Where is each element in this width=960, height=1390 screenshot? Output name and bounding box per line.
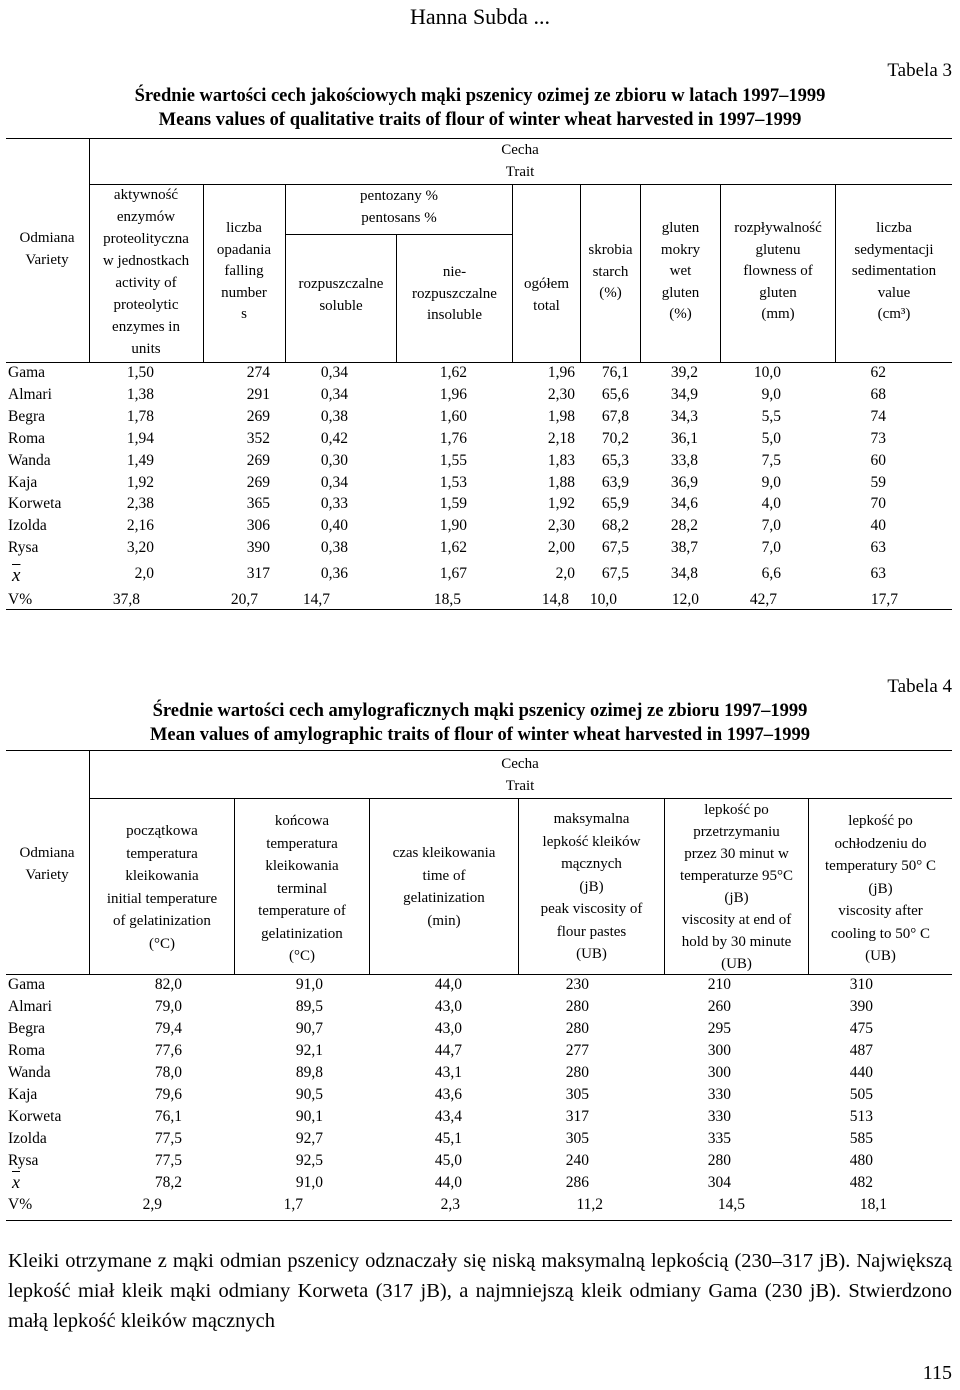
table3-cell: 1,59 bbox=[439, 495, 467, 513]
head-text: gluten bbox=[759, 284, 797, 301]
table4-head-trait bbox=[490, 754, 550, 797]
table3-title-pl: Średnie wartości cech jakościowych mąki pszenicy ozimej ze zbioru w latach 1997–1999 bbox=[134, 86, 826, 106]
table3-cell: 7,0 bbox=[761, 517, 781, 535]
table3-cell: 9,0 bbox=[761, 473, 781, 491]
table3-cell: 0,34 bbox=[320, 385, 348, 403]
head-text: time of bbox=[422, 867, 466, 884]
table4-cell: 43,0 bbox=[434, 998, 462, 1015]
table3-row-variety: Kaja bbox=[8, 473, 38, 491]
table4-cell: 43,1 bbox=[434, 1064, 462, 1081]
table4-head-time bbox=[370, 842, 518, 932]
table3-cv-cell: 14,7 bbox=[302, 591, 330, 609]
table4-cell: 79,6 bbox=[154, 1086, 182, 1103]
table3-title-en: Means values of qualitative traits of flour of winter wheat harvested in 1997–1999 bbox=[158, 110, 802, 130]
head-text: Variety bbox=[25, 251, 69, 268]
table4-cell: 505 bbox=[849, 1086, 873, 1103]
table4-title-en: Mean values of amylographic traits of flour of winter wheat harvested in 1997–1999 bbox=[149, 725, 811, 745]
table3-cell: 274 bbox=[246, 364, 270, 381]
table3-mean-cell: 34,8 bbox=[670, 565, 698, 583]
table4-cell: 475 bbox=[849, 1020, 873, 1037]
head-text: sedymentacji bbox=[854, 241, 934, 258]
head-text: kleikowania bbox=[125, 868, 199, 884]
table4-cell: 295 bbox=[707, 1020, 731, 1037]
table3-cell: 7,0 bbox=[761, 539, 781, 557]
table3-cell: 65,9 bbox=[601, 495, 629, 513]
table4-cell: 77,5 bbox=[154, 1130, 182, 1147]
table4-cell: 77,6 bbox=[154, 1042, 182, 1059]
table4-cell: 90,7 bbox=[295, 1020, 323, 1037]
head-text: sedimentation bbox=[851, 263, 937, 279]
table3-cell: 0,38 bbox=[320, 539, 348, 557]
table3-cell: 2,18 bbox=[547, 429, 575, 447]
table3-row-variety: Begra bbox=[8, 407, 46, 425]
table3-cell: 2,00 bbox=[547, 539, 575, 557]
head-text: temperatura bbox=[126, 845, 198, 862]
head-text: lepkość po bbox=[848, 813, 913, 829]
table4-head-cool bbox=[809, 810, 952, 968]
table3-cell: 59 bbox=[870, 473, 886, 491]
table4-cell: 44,7 bbox=[434, 1042, 462, 1059]
head-text: (jB) bbox=[868, 880, 893, 897]
table3-cell: 1,98 bbox=[547, 407, 575, 425]
head-text: temperatury 50° C bbox=[825, 858, 936, 874]
table3-cell: 269 bbox=[246, 407, 270, 425]
table3-cell: 1,38 bbox=[126, 385, 154, 403]
table3-cell: 1,49 bbox=[126, 451, 154, 469]
table3-cell: 390 bbox=[246, 539, 270, 557]
head-text: (%) bbox=[669, 306, 692, 322]
table4-mean-cell: 286 bbox=[565, 1174, 589, 1191]
table4-cell: 300 bbox=[707, 1064, 731, 1081]
head-text: nie- bbox=[442, 264, 467, 280]
table3-cell: 1,96 bbox=[547, 364, 575, 381]
table4-cell: 43,6 bbox=[434, 1086, 462, 1103]
table4-cell: 330 bbox=[707, 1108, 731, 1125]
head-text: gluten bbox=[661, 220, 700, 236]
head-text: peak viscosity of bbox=[540, 901, 643, 917]
table3-cell: 60 bbox=[870, 451, 886, 469]
table3-row-variety: Wanda bbox=[8, 451, 51, 469]
head-text: enzymów bbox=[116, 209, 176, 225]
table4-cell: 310 bbox=[849, 976, 873, 993]
head-text: Variety bbox=[25, 867, 69, 883]
table4-cv-cell: 14,5 bbox=[717, 1196, 745, 1213]
head-text: total bbox=[533, 297, 560, 314]
table4-cv-cell: 11,2 bbox=[576, 1196, 603, 1213]
table3-cell: 0,34 bbox=[320, 473, 348, 491]
table3-cell: 3,20 bbox=[126, 539, 154, 557]
table3-cell: 0,38 bbox=[320, 407, 348, 425]
table3-cell: 73 bbox=[870, 429, 886, 447]
head-text: Cecha bbox=[501, 142, 539, 158]
table3-cell: 1,92 bbox=[547, 495, 575, 513]
table3-cell: 291 bbox=[246, 385, 270, 403]
head-text: (cm³) bbox=[877, 306, 911, 322]
head-text: ogółem bbox=[524, 276, 569, 292]
table4-mean-cell: 44,0 bbox=[434, 1174, 462, 1191]
table4-cell: 92,1 bbox=[295, 1042, 323, 1059]
table4-cell: 280 bbox=[565, 1064, 589, 1081]
table3-cell: 0,33 bbox=[320, 495, 348, 513]
table3-cell: 28,2 bbox=[670, 517, 698, 535]
table4-cell: 300 bbox=[707, 1042, 731, 1059]
head-text: value bbox=[877, 284, 911, 301]
table3-cell: 36,1 bbox=[670, 429, 698, 447]
table3-cell: 1,94 bbox=[126, 429, 154, 447]
head-text: (jB) bbox=[579, 878, 604, 895]
table3-cell: 36,9 bbox=[670, 473, 698, 491]
table4-cell: 210 bbox=[707, 976, 731, 993]
table4-mean-cell: 304 bbox=[707, 1174, 731, 1191]
table3-cell: 1,62 bbox=[439, 539, 467, 557]
table4-cv-cell: 18,1 bbox=[859, 1196, 887, 1213]
head-text: gelatinization bbox=[261, 925, 343, 942]
table4-cell: 45,0 bbox=[434, 1152, 462, 1169]
head-text: końcowa bbox=[274, 813, 330, 829]
table4-cell: 43,4 bbox=[434, 1108, 462, 1125]
head-text: wet bbox=[669, 263, 692, 279]
table4-cell: 79,0 bbox=[154, 998, 182, 1015]
table3-cell: 63,9 bbox=[601, 473, 629, 491]
table3-cell: 1,92 bbox=[126, 473, 154, 491]
head-text: czas kleikowania bbox=[392, 845, 496, 861]
table4-cell: 240 bbox=[565, 1152, 589, 1169]
head-text: activity of bbox=[115, 275, 177, 291]
table3-mean-cell: 67,5 bbox=[601, 565, 629, 583]
table3-mean-label: $\overline{x}$ bbox=[12, 565, 21, 587]
table3-cv-cell: 42,7 bbox=[749, 591, 777, 609]
table3-cell: 4,0 bbox=[761, 495, 781, 513]
table3-mean-cell: 63 bbox=[870, 565, 886, 583]
table3-cell: 269 bbox=[246, 473, 270, 491]
table4-row-variety: Begra bbox=[8, 1020, 46, 1037]
head-text: Cecha bbox=[501, 756, 539, 772]
table3-row-variety: Almari bbox=[8, 385, 52, 403]
table3-cell: 1,83 bbox=[547, 451, 575, 469]
table3-cell: 34,3 bbox=[670, 407, 698, 425]
table4-mean-cell: 91,0 bbox=[295, 1174, 323, 1191]
head-text: aktywność bbox=[113, 187, 179, 203]
head-text: lepkość kleików bbox=[542, 833, 641, 850]
head-text: pentozany % bbox=[360, 188, 438, 204]
table4-cell: 77,5 bbox=[154, 1152, 182, 1169]
table3-cell: 7,5 bbox=[761, 451, 781, 469]
table3-row-variety: Korweta bbox=[8, 495, 62, 513]
table4-cell: 330 bbox=[707, 1086, 731, 1103]
table3-cell: 68 bbox=[870, 385, 886, 403]
table4-cell: 91,0 bbox=[295, 976, 323, 993]
table4-cell: 277 bbox=[565, 1042, 589, 1059]
page-header: Hanna Subda ... bbox=[410, 4, 550, 29]
head-text: (%) bbox=[599, 285, 622, 301]
table3-cell: 1,78 bbox=[126, 407, 154, 425]
table3-cell: 9,0 bbox=[761, 385, 781, 403]
table3-cv-label: V% bbox=[8, 591, 33, 609]
head-text: przez 30 minut w bbox=[684, 846, 789, 862]
table3-cell: 5,5 bbox=[761, 407, 781, 425]
head-text: enzymes in bbox=[112, 319, 180, 335]
head-text: s bbox=[241, 306, 247, 322]
table4-rule-header-bottom bbox=[6, 974, 952, 975]
head-text: hold by 30 minute bbox=[681, 934, 792, 950]
table3-cell: 67,5 bbox=[601, 539, 629, 557]
table4-cv-cell: 2,9 bbox=[142, 1196, 162, 1213]
head-text: temperatura bbox=[266, 835, 338, 852]
table4-head-initial bbox=[90, 820, 234, 955]
head-text: (°C) bbox=[149, 935, 175, 952]
head-text: (UB) bbox=[865, 948, 896, 964]
table4-cell: 585 bbox=[849, 1130, 873, 1147]
head-text: falling bbox=[224, 263, 264, 279]
table4-cell: 305 bbox=[565, 1086, 589, 1103]
head-text: temperaturze 95°C bbox=[679, 868, 794, 884]
table4-head-hold bbox=[665, 799, 808, 975]
table4-rule-top bbox=[6, 750, 952, 751]
table3-mean-cell: 0,36 bbox=[320, 565, 348, 583]
table4-mean-label: $\overline{x}$ bbox=[12, 1172, 20, 1192]
table3-cell: 62 bbox=[870, 364, 886, 381]
table4-rule-bottom bbox=[6, 1220, 952, 1221]
head-text: Trait bbox=[505, 777, 535, 794]
head-text: mokry bbox=[660, 241, 701, 258]
head-text: kleikowania bbox=[265, 858, 339, 874]
table4-cell: 90,1 bbox=[295, 1108, 323, 1125]
table3-cell: 1,55 bbox=[439, 451, 467, 469]
head-text: insoluble bbox=[427, 307, 482, 323]
table3-cell: 352 bbox=[246, 429, 270, 447]
head-text: liczba bbox=[226, 220, 262, 236]
head-text: (UB) bbox=[576, 946, 607, 962]
table4-cell: 487 bbox=[849, 1042, 873, 1059]
table4-cell: 89,5 bbox=[295, 998, 323, 1015]
head-text: (min) bbox=[427, 912, 461, 929]
body-paragraph bbox=[8, 1246, 952, 1336]
head-text: terminal bbox=[277, 880, 327, 897]
table3-row-variety: Roma bbox=[8, 429, 46, 447]
head-text: przetrzymaniu bbox=[693, 824, 780, 840]
table3-cell: 65,6 bbox=[601, 385, 629, 403]
table3-cell: 306 bbox=[246, 517, 270, 535]
table3-cell: 0,30 bbox=[320, 451, 348, 469]
table3-cell: 0,42 bbox=[320, 429, 348, 447]
table3-mean-cell: 1,67 bbox=[439, 565, 467, 583]
table4-cell: 305 bbox=[565, 1130, 589, 1147]
table3-mean-cell: 2,0 bbox=[555, 565, 575, 583]
table3-cell: 70,2 bbox=[601, 429, 629, 447]
table3-cv-cell: 20,7 bbox=[230, 591, 258, 609]
table4-row-variety: Rysa bbox=[8, 1152, 39, 1169]
table3-cell: 2,38 bbox=[126, 495, 154, 513]
table4-cv-cell: 2,3 bbox=[440, 1196, 460, 1213]
table3-row-variety: Gama bbox=[8, 364, 46, 381]
head-text: liczba bbox=[876, 220, 912, 236]
table4-title-pl: Średnie wartości cech amylograficznych mąki pszenicy ozimej ze zbioru 1997–1999 bbox=[152, 701, 808, 721]
table4-cell: 76,1 bbox=[154, 1108, 182, 1125]
table3-cell: 34,6 bbox=[670, 495, 698, 513]
table3-row-variety: Rysa bbox=[8, 539, 39, 557]
head-text: Odmiana bbox=[19, 230, 75, 246]
table3-cell: 1,76 bbox=[439, 429, 467, 447]
table4-cell: 45,1 bbox=[434, 1130, 462, 1147]
table4-head-final bbox=[235, 810, 369, 968]
table3-cell: 76,1 bbox=[601, 364, 629, 381]
table3-cell: 39,2 bbox=[670, 364, 698, 381]
table4-cell: 390 bbox=[849, 998, 873, 1015]
head-text: of gelatinization bbox=[113, 913, 211, 929]
table3-cell: 1,90 bbox=[439, 517, 467, 535]
head-text: (°C) bbox=[289, 948, 315, 964]
table4-mean-cell: 482 bbox=[849, 1174, 873, 1191]
table3-cell: 1,50 bbox=[126, 364, 154, 381]
table4-row-variety: Almari bbox=[8, 998, 52, 1015]
table3-cell: 5,0 bbox=[761, 429, 781, 447]
head-text: opadania bbox=[216, 241, 272, 258]
head-text: ochłodzeniu do bbox=[834, 835, 927, 852]
table4-head-peak bbox=[519, 808, 664, 966]
table3-mean-cell: 317 bbox=[246, 565, 270, 583]
head-text: flour pastes bbox=[556, 923, 627, 940]
table3-cell: 2,16 bbox=[126, 517, 154, 535]
table4-cell: 440 bbox=[849, 1064, 873, 1081]
table4-label: Tabela 4 bbox=[887, 676, 952, 697]
table4-cell: 92,7 bbox=[295, 1130, 323, 1147]
table4-row-variety: Korweta bbox=[8, 1108, 62, 1125]
table4-cell: 280 bbox=[565, 1020, 589, 1037]
head-text: units bbox=[131, 341, 161, 357]
table3-cell: 365 bbox=[246, 495, 270, 513]
table3-cell: 34,9 bbox=[670, 385, 698, 403]
head-text: glutenu bbox=[755, 241, 801, 258]
table4-cell: 43,0 bbox=[434, 1020, 462, 1037]
head-text: viscosity after bbox=[838, 903, 923, 919]
table3-cell: 63 bbox=[870, 539, 886, 557]
table4-cell: 280 bbox=[707, 1152, 731, 1169]
head-text: gluten bbox=[661, 284, 700, 301]
table4-row-variety: Wanda bbox=[8, 1064, 51, 1081]
head-text: initial temperature bbox=[106, 890, 218, 907]
table3-cell: 1,62 bbox=[439, 364, 467, 381]
head-text: soluble bbox=[319, 297, 363, 314]
head-text: Odmiana bbox=[19, 845, 75, 861]
head-text: (mm) bbox=[761, 306, 795, 322]
table4-cv-cell: 1,7 bbox=[283, 1196, 303, 1213]
head-text: gelatinization bbox=[403, 890, 485, 906]
table4-cell: 280 bbox=[565, 998, 589, 1015]
head-text: skrobia bbox=[588, 242, 633, 258]
head-text: number bbox=[221, 284, 267, 301]
table3-cell: 1,96 bbox=[439, 385, 467, 403]
table3-cell: 67,8 bbox=[601, 407, 629, 425]
table3-cv-cell: 17,7 bbox=[870, 591, 898, 609]
table4-cell: 89,8 bbox=[295, 1064, 323, 1081]
table4-cell: 335 bbox=[707, 1130, 731, 1147]
table4-cell: 90,5 bbox=[295, 1086, 323, 1103]
page-number: 115 bbox=[922, 1362, 952, 1384]
table4-cell: 317 bbox=[565, 1108, 589, 1125]
table3-cv-cell: 12,0 bbox=[671, 591, 699, 609]
head-text: Trait bbox=[505, 163, 535, 180]
table3-cell: 1,53 bbox=[439, 473, 467, 491]
head-text: lepkość po bbox=[704, 802, 769, 818]
table4-row-variety: Gama bbox=[8, 976, 46, 993]
table4-head-variety bbox=[6, 842, 88, 886]
paragraph-text: Kleiki otrzymane z mąki odmian pszenicy odznaczały się niską maksymalną lepkością (230–317 jB). Największą lepkość miał kleik mąki odmiany Korweta (317 jB), a najmniejszą kleik odmiany Gama (230 jB). Stwierdzono małą lepkość kleików mącznych bbox=[8, 1250, 952, 1332]
head-text: proteolityczna bbox=[103, 231, 189, 247]
table4-cell: 260 bbox=[707, 998, 731, 1015]
head-text: temperature of bbox=[258, 903, 346, 919]
table3-mean-cell: 6,6 bbox=[761, 565, 781, 583]
table3-cell: 65,3 bbox=[601, 451, 629, 469]
table4-cell: 78,0 bbox=[154, 1064, 182, 1081]
head-text: rozpuszczalne bbox=[412, 285, 497, 302]
table3-cell: 0,40 bbox=[320, 517, 348, 535]
table4-row-variety: Kaja bbox=[8, 1086, 38, 1103]
table3-cell: 38,7 bbox=[670, 539, 698, 557]
head-text: viscosity at end of bbox=[681, 912, 792, 928]
table3-cell: 40 bbox=[870, 517, 886, 535]
table3-cell: 74 bbox=[870, 407, 886, 425]
table3-cv-cell: 18,5 bbox=[433, 591, 461, 609]
table3-row-variety: Izolda bbox=[8, 517, 47, 535]
table4-row-variety: Izolda bbox=[8, 1130, 47, 1147]
table3-cell: 2,30 bbox=[547, 385, 575, 403]
table3-cell: 70 bbox=[870, 495, 886, 513]
head-text: starch bbox=[592, 263, 629, 280]
head-text: rozpuszczalne bbox=[298, 276, 384, 292]
table4-cell: 230 bbox=[565, 976, 589, 993]
table3-cv-cell: 14,8 bbox=[541, 591, 569, 609]
head-text: proteolytic bbox=[113, 297, 179, 313]
table3-cell: 1,88 bbox=[547, 473, 575, 491]
table3-cell: 1,60 bbox=[439, 407, 467, 425]
table3-cell: 269 bbox=[246, 451, 270, 469]
table3-cv-cell: 10,0 bbox=[589, 591, 617, 609]
table4-cell: 92,5 bbox=[295, 1152, 323, 1169]
head-text: flowness of bbox=[743, 263, 813, 279]
head-text: cooling to 50° C bbox=[831, 925, 930, 942]
table4-row-variety: Roma bbox=[8, 1042, 46, 1059]
table3-cell: 2,30 bbox=[547, 517, 575, 535]
head-text: mącznych bbox=[561, 856, 622, 872]
head-text: rozpływalność bbox=[734, 220, 822, 236]
head-text: początkowa bbox=[126, 823, 198, 839]
table4-rule-trait bbox=[90, 798, 952, 799]
head-text: w jednostkach bbox=[102, 253, 190, 269]
table3-cv-cell: 37,8 bbox=[112, 591, 140, 609]
head-text: pentosans % bbox=[361, 209, 437, 226]
head-text: (UB) bbox=[721, 956, 752, 972]
table4-cell: 79,4 bbox=[154, 1020, 182, 1037]
table3-mean-cell: 2,0 bbox=[134, 565, 154, 583]
head-text: (jB) bbox=[724, 890, 749, 906]
table4-cell: 480 bbox=[849, 1152, 873, 1169]
table3-cell: 10,0 bbox=[753, 364, 781, 381]
head-text: maksymalna bbox=[553, 811, 630, 827]
table4-cell: 82,0 bbox=[154, 976, 182, 993]
table3-cell: 33,8 bbox=[670, 451, 698, 469]
table4-cv-label: V% bbox=[8, 1196, 33, 1213]
table4-cell: 513 bbox=[849, 1108, 873, 1125]
table4-mean-cell: 78,2 bbox=[154, 1174, 182, 1191]
table3-label: Tabela 3 bbox=[887, 60, 952, 81]
table3-cell: 0,34 bbox=[320, 364, 348, 381]
table4-cell: 44,0 bbox=[434, 976, 462, 993]
table3-cell: 68,2 bbox=[601, 517, 629, 535]
